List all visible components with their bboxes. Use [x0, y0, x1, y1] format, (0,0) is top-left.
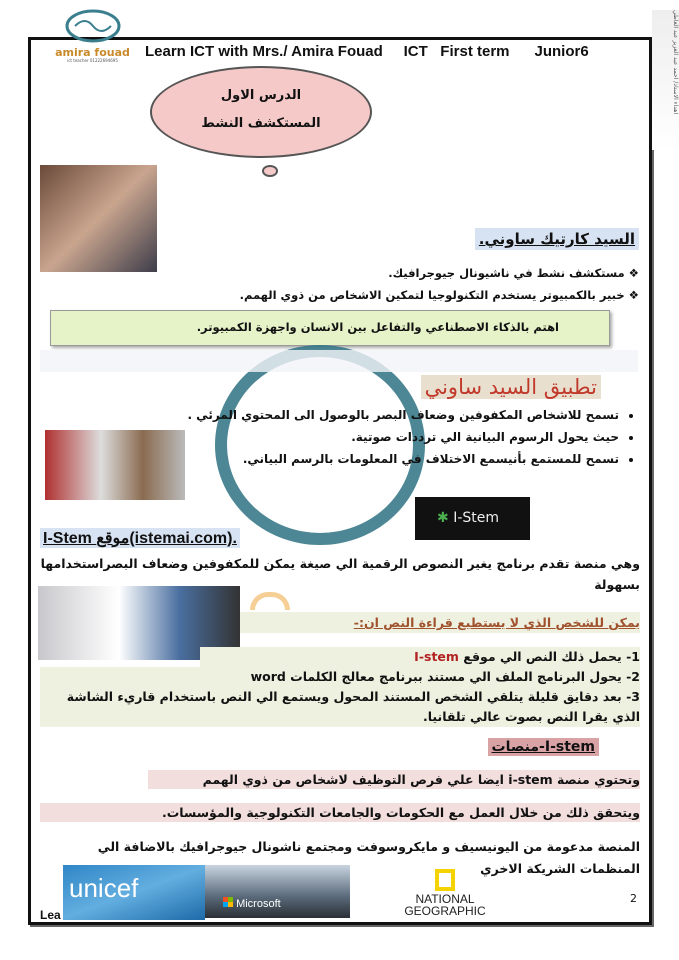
supporters-text: المنصة مدعومة من اليونيسيف و مايكروسوفت ومجتمع ناشونال جيوجرافيك بالاضافة الي المنظمات الشريكة الاخري [97, 839, 640, 876]
footer-fragment: Lea [40, 908, 61, 922]
partners-line: ويتحقق ذلك من خلال العمل مع الحكومات والجامعات التكنولوجية والمؤسسات. [40, 803, 640, 822]
natgeo-logo: NATIONAL GEOGRAPHIC [380, 865, 510, 920]
page-number: 2 [630, 892, 637, 905]
istem-logo: ✱ I-Stem [415, 497, 530, 540]
platforms-heading: I-stem-منصات [488, 738, 599, 756]
list-item: 3- بعد دقايق قليلة يتلقي الشخص المستند المحول ويستمع الي النص باستخدام قاريء الشاشة الذي يقرا النص بصوت عالي تلقانيا. [40, 687, 640, 727]
list-item: 2- يحول البرنامج الملف الي مستند ببرنامج معالج الكلمات word [40, 667, 640, 687]
microsoft-logo: Microsoft [205, 865, 350, 918]
tree-icon: ✱ [437, 510, 449, 526]
person-bullets [219, 262, 639, 306]
note-box: اهتم بالذكاء الاصطناعي والتفاعل بين الانسان واجهزة الكمبيوتر. [50, 310, 610, 346]
side-watermark: اهداء الاستاذ/ احمد عبد العزيز عبد العاطي [652, 10, 679, 150]
steps-list [40, 647, 640, 727]
person-name: السيد كارتيك ساوني. [475, 228, 639, 250]
brain-icon [63, 8, 123, 44]
istem-description: وهي منصة تقدم برنامج يغير النصوص الرقمية الي صيغة يمكن للمكفوفين وضعاف البصراستخدامها بسهولة [40, 556, 640, 592]
list-item: ❖ خبير بالكمبيوتر يستخدم التكنولوجيا لتمكين الاشخاص من ذوي الهمم. [239, 288, 639, 302]
istem-heading: I-Stem موقع(istemai.com). [40, 528, 240, 548]
list-item: ❖ مستكشف نشط في ناشيونال جيوجرافيك. [388, 266, 639, 280]
employment-line: وتحتوي منصة i-stem ايضا علي فرص التوظيف لاشخاص من ذوي الهمم [148, 770, 640, 789]
strip [40, 350, 638, 372]
lesson-number: الدرس الاول [220, 88, 302, 103]
list-item: • حيث يحول الرسوم البيانية الي ترددات صوتية. [177, 426, 619, 448]
list-item: • تسمح للمستمع بأنيسمع الاختلاف في المعلومات بالرسم البياني. [177, 448, 619, 470]
yellow-frame-icon [435, 869, 455, 891]
list-item: 1- يحمل ذلك النص الي موقع I-stem [200, 647, 640, 667]
windows-icon [223, 897, 233, 907]
can-heading: يمكن للشخص الذي لا يستطيع قراءة النص ان:- [240, 612, 640, 633]
list-item: • تسمح للاشخاص المكفوفين وضعاف البصر بالوصول الى المحتوي المرئي . [177, 404, 619, 426]
unicef-logo: unicef [63, 865, 205, 920]
app-title: تطبيق السيد ساوني [421, 375, 601, 399]
cloud-tail [262, 165, 278, 177]
lesson-title: المستكشف النشط [201, 116, 321, 131]
person-photo [40, 165, 157, 272]
app-bullets [177, 404, 637, 470]
logo: amira fouad ict teacher 01222694695 [45, 8, 140, 66]
students-photo [45, 430, 185, 500]
lesson-cloud [150, 66, 372, 158]
header-title: Learn ICT with Mrs./ Amira Fouad ICT First term Junior6 [145, 43, 589, 60]
